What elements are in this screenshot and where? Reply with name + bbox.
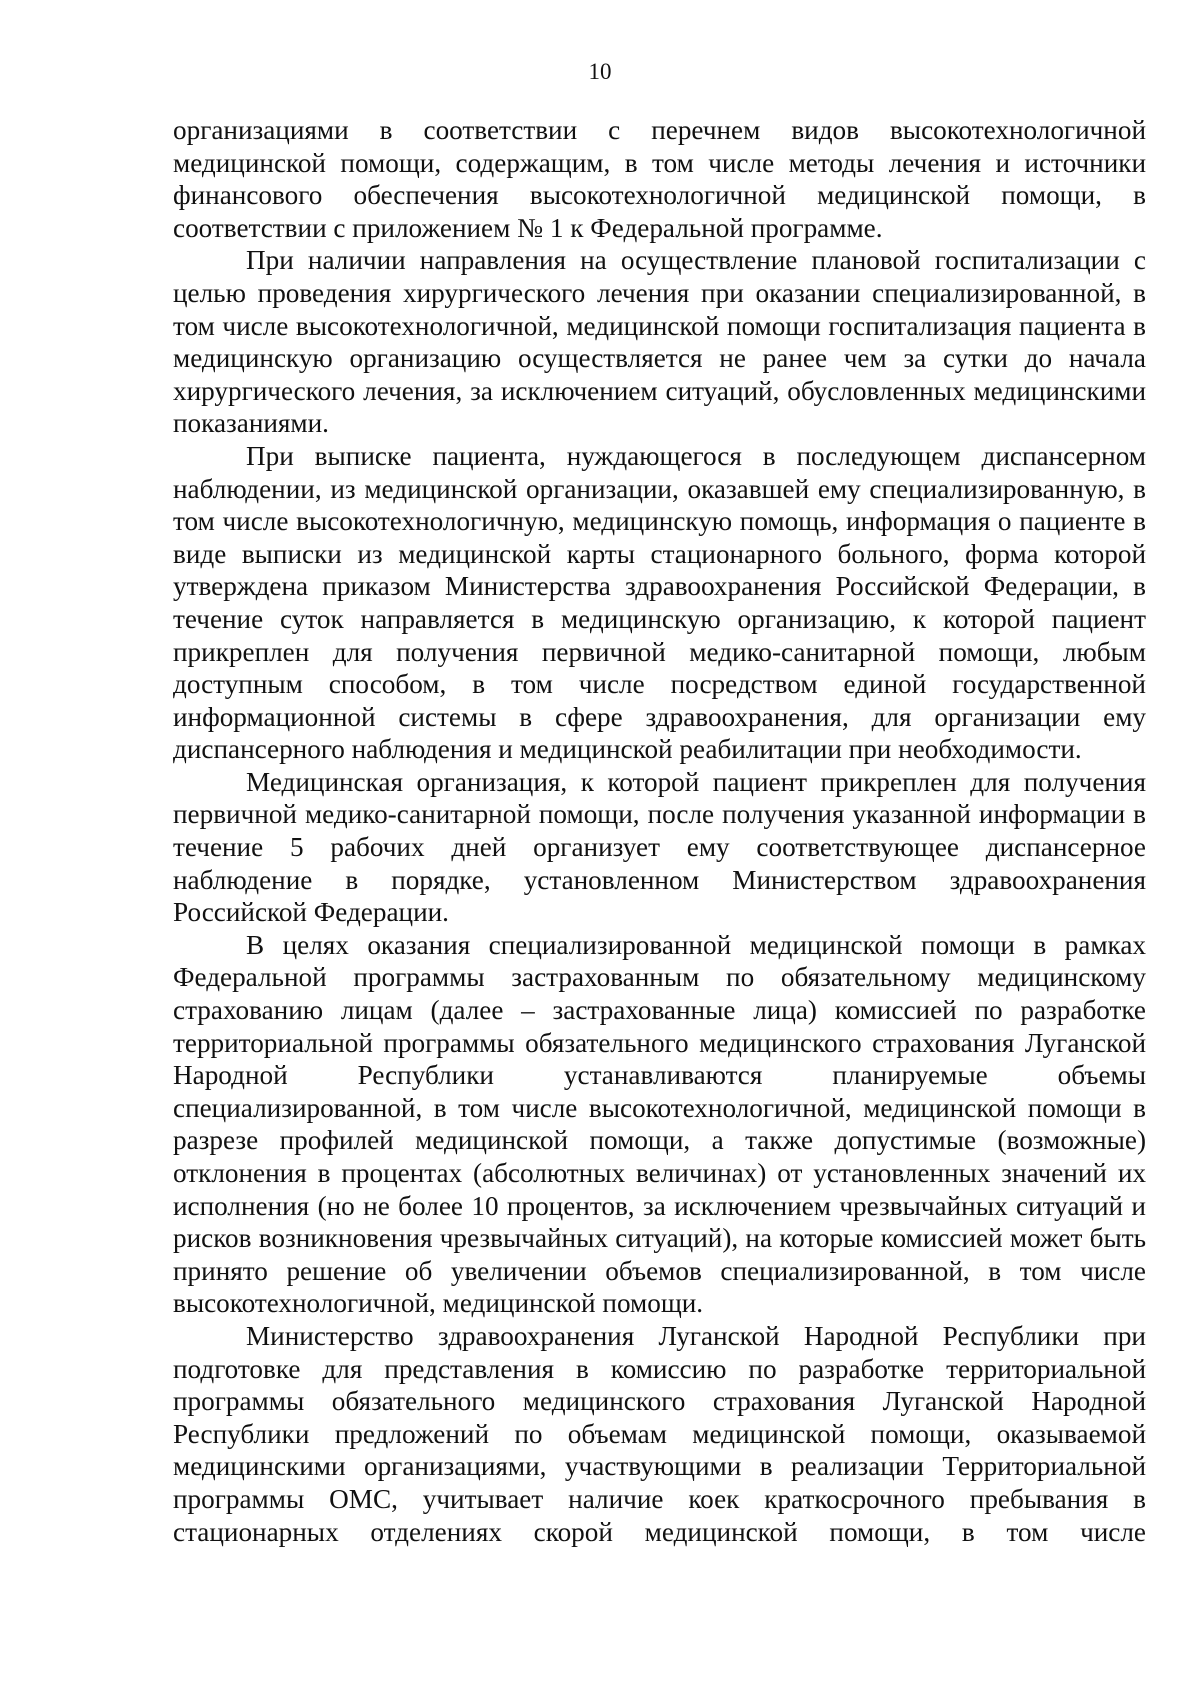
page-number: 10 bbox=[588, 59, 612, 84]
paragraph-ministry-proposals: Министерство здравоохранения Луганской Народной Республики при подготовке для представления в комиссию по разработке территориальной программы обязательного медицинского страхования Луганской Народной Республики предложений по объемам медицинской помощи, оказываемой медицинскими организациями, участвующими в реализации Территориальной программы ОМС, учитывает наличие коек краткосрочного пребывания в стационарных отделениях скорой медицинской помощи, в том числе bbox=[173, 1320, 1146, 1547]
paragraph-discharge-information: При выписке пациента, нуждающегося в последующем диспансерном наблюдении, из медицинской организации, оказавшей ему специализированную, в том числе высокотехнологичную, медицинскую помощь, информация о пациенте в виде выписки из медицинской карты стационарного больного, форма которой утверждена приказом Министерства здравоохранения Российской Федерации, в течение суток направляется в медицинскую организацию, к которой пациент прикреплен для получения первичной медико-санитарной помощи, любым доступным способом, в том числе посредством единой государственной информационной системы в сфере здравоохранения, для организации ему диспансерного наблюдения и медицинской реабилитации при необходимости. bbox=[173, 440, 1146, 765]
paragraph-high-tech-care-continuation: организациями в соответствии с перечнем видов высокотехнологичной медицинской помощи, содержащим, в том числе методы лечения и источники финансового обеспечения высокотехнологичной медицинской помощи, в соответствии с приложением № 1 к Федеральной программе. bbox=[173, 115, 1146, 243]
paragraph-dispensary-observation: Медицинская организация, к которой пациент прикреплен для получения первичной медико-санитарной помощи, после получения указанной информации в течение 5 рабочих дней организует ему соответствующее диспансерное наблюдение в порядке, установленном Министерством здравоохранения Российской Федерации. bbox=[173, 766, 1146, 928]
paragraph-specialized-care-volumes: В целях оказания специализированной медицинской помощи в рамках Федеральной программы застрахованным по обязательному медицинскому страхованию лицам (далее – застрахованные лица) комиссией по разработке территориальной программы обязательного медицинского страхования Луганской Народной Республики устанавливаются планируемые объемы специализированной, в том числе высокотехнологичной, медицинской помощи в разрезе профилей медицинской помощи, а также допустимые (возможные) отклонения в процентах (абсолютных величинах) от установленных значений их исполнения (но не более 10 процентов, за исключением чрезвычайных ситуаций и рисков возникновения чрезвычайных ситуаций), на которые комиссией может быть принято решение об увеличении объемов специализированной, в том числе высокотехнологичной, медицинской помощи. bbox=[173, 929, 1146, 1319]
document-body bbox=[173, 114, 1146, 1548]
paragraph-planned-hospitalization: При наличии направления на осуществление плановой госпитализации с целью проведения хирургического лечения при оказании специализированной, в том числе высокотехнологичной, медицинской помощи госпитализация пациента в медицинскую организацию осуществляется не ранее чем за сутки до начала хирургического лечения, за исключением ситуаций, обусловленных медицинскими показаниями. bbox=[173, 245, 1146, 439]
